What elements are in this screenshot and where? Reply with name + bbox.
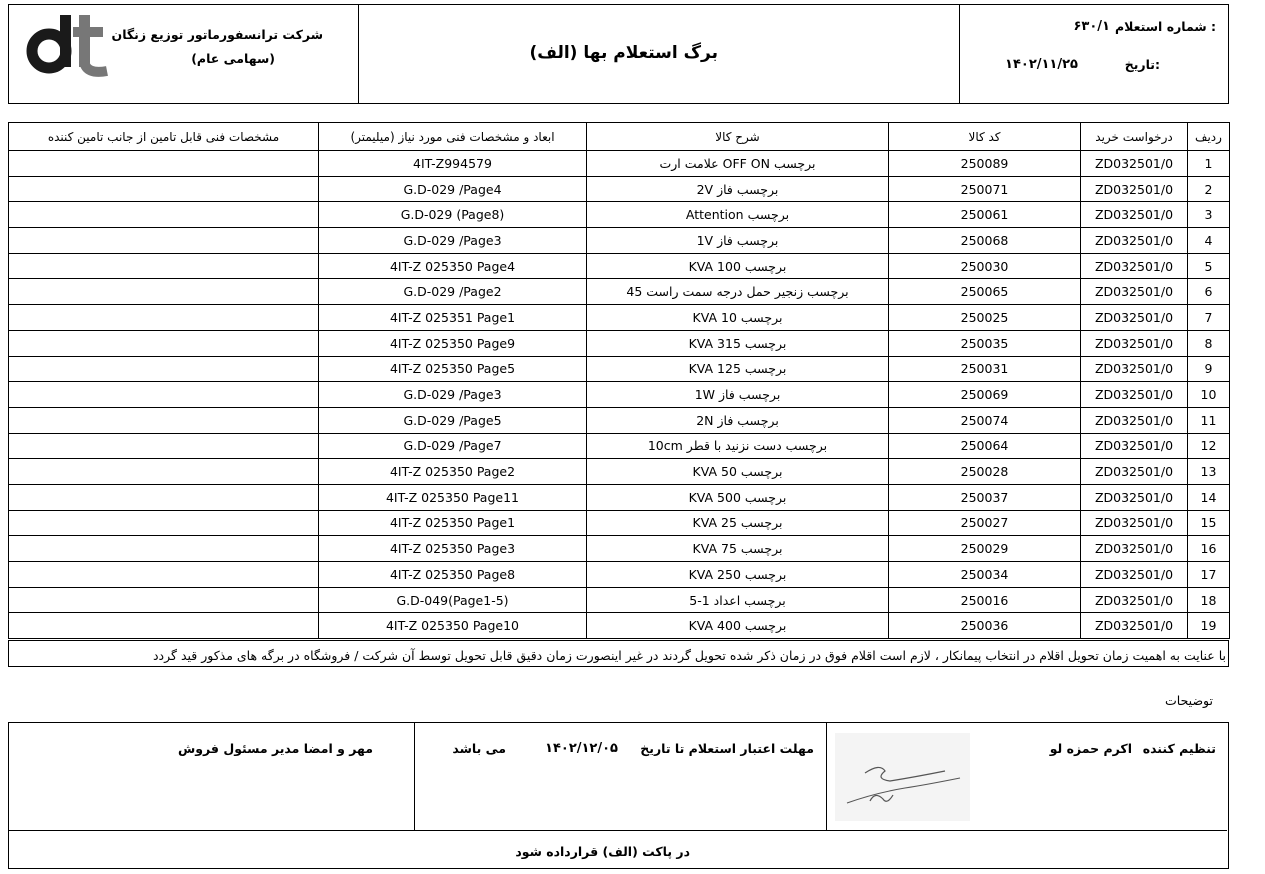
supplier-spec-cell <box>9 382 319 408</box>
inquiry-number: ۶۳۰/۱ <box>1073 19 1110 34</box>
item-code-cell: 250016 <box>889 587 1081 613</box>
table-row <box>9 587 1230 613</box>
table-row <box>9 176 1230 202</box>
footer-divider <box>9 830 1227 831</box>
item-code-cell: 250064 <box>889 433 1081 459</box>
purchase-request-cell: ZD032501/0 <box>1081 510 1188 536</box>
supplier-spec-cell <box>9 536 319 562</box>
inquiry-number-label: شماره استعلام : <box>1114 19 1216 34</box>
item-description-cell: برچسب KVA 100 <box>587 253 889 279</box>
item-spec-cell: 4IT-Z 025350 Page5 <box>319 356 587 382</box>
item-spec-cell: 4IT-Z 025350 Page11 <box>319 484 587 510</box>
item-code-cell: 250035 <box>889 330 1081 356</box>
item-code-cell: 250034 <box>889 562 1081 588</box>
table-row <box>9 356 1230 382</box>
row-number-cell: 2 <box>1188 176 1230 202</box>
col-header-purchase-request: درخواست خرید <box>1081 123 1188 151</box>
table-row <box>9 330 1230 356</box>
item-description-cell: برچسب فاز 1V <box>587 228 889 254</box>
supplier-spec-cell <box>9 279 319 305</box>
item-description-cell: برچسب KVA 250 <box>587 562 889 588</box>
row-number-cell: 16 <box>1188 536 1230 562</box>
purchase-request-cell: ZD032501/0 <box>1081 330 1188 356</box>
date-value: ۱۴۰۲/۱۱/۲۵ <box>1005 57 1078 72</box>
item-spec-cell: G.D-029 /Page7 <box>319 433 587 459</box>
item-code-cell: 250028 <box>889 459 1081 485</box>
supplier-spec-cell <box>9 253 319 279</box>
purchase-request-cell: ZD032501/0 <box>1081 562 1188 588</box>
item-description-cell: برچسب فاز 2V <box>587 176 889 202</box>
purchase-request-cell: ZD032501/0 <box>1081 382 1188 408</box>
item-spec-cell: 4IT-Z 025350 Page2 <box>319 459 587 485</box>
item-spec-cell: 4IT-Z 025351 Page1 <box>319 305 587 331</box>
date-label: تاریخ: <box>1124 57 1160 72</box>
header-divider <box>959 5 960 103</box>
item-spec-cell: G.D-029 /Page3 <box>319 228 587 254</box>
supplier-spec-cell <box>9 433 319 459</box>
purchase-request-cell: ZD032501/0 <box>1081 176 1188 202</box>
purchase-request-cell: ZD032501/0 <box>1081 459 1188 485</box>
row-number-cell: 3 <box>1188 202 1230 228</box>
table-header-row <box>9 123 1230 151</box>
purchase-request-cell: ZD032501/0 <box>1081 279 1188 305</box>
supplier-spec-cell <box>9 356 319 382</box>
delivery-note: با عنایت به اهمیت زمان تحویل اقلام در انتخاب پیمانکار ، لازم است اقلام فوق در زمان ذکر شده تحویل گردند در غیر اینصورت زمان دقیق قابل تحویل توسط آن شرکت / فروشگاه در برگه های مذکور قید گردد <box>8 640 1229 667</box>
table-row <box>9 202 1230 228</box>
supplier-spec-cell <box>9 510 319 536</box>
supplier-spec-cell <box>9 562 319 588</box>
item-description-cell: برچسب زنجیر حمل درجه سمت راست 45 <box>587 279 889 305</box>
item-code-cell: 250036 <box>889 613 1081 639</box>
item-description-cell: برچسب دست نزنید با قطر 10cm <box>587 433 889 459</box>
footer-divider <box>414 723 415 830</box>
row-number-cell: 17 <box>1188 562 1230 588</box>
table-row <box>9 382 1230 408</box>
item-code-cell: 250069 <box>889 382 1081 408</box>
document-header <box>8 4 1229 104</box>
validity-suffix: می باشد <box>452 741 506 756</box>
item-description-cell: برچسب KVA 400 <box>587 613 889 639</box>
item-code-cell: 250089 <box>889 151 1081 177</box>
table-row <box>9 459 1230 485</box>
item-description-cell: برچسب KVA 315 <box>587 330 889 356</box>
row-number-cell: 5 <box>1188 253 1230 279</box>
item-spec-cell: 4IT-Z 025350 Page10 <box>319 613 587 639</box>
item-code-cell: 250030 <box>889 253 1081 279</box>
supplier-spec-cell <box>9 305 319 331</box>
document-footer <box>8 722 1229 869</box>
item-spec-cell: 4IT-Z 025350 Page9 <box>319 330 587 356</box>
item-code-cell: 250065 <box>889 279 1081 305</box>
purchase-request-cell: ZD032501/0 <box>1081 613 1188 639</box>
item-code-cell: 250037 <box>889 484 1081 510</box>
row-number-cell: 15 <box>1188 510 1230 536</box>
item-description-cell: برچسب KVA 50 <box>587 459 889 485</box>
table-row <box>9 151 1230 177</box>
item-code-cell: 250071 <box>889 176 1081 202</box>
item-code-cell: 250027 <box>889 510 1081 536</box>
item-spec-cell: G.D-029 (Page8) <box>319 202 587 228</box>
row-number-cell: 7 <box>1188 305 1230 331</box>
item-description-cell: برچسب KVA 75 <box>587 536 889 562</box>
item-code-cell: 250031 <box>889 356 1081 382</box>
item-description-cell: برچسب فاز 1W <box>587 382 889 408</box>
table-row <box>9 536 1230 562</box>
remarks-label: توضیحات <box>1165 693 1213 708</box>
supplier-spec-cell <box>9 202 319 228</box>
table-row <box>9 407 1230 433</box>
signature-image <box>835 733 970 821</box>
item-description-cell: برچسب KVA 25 <box>587 510 889 536</box>
company-type: (سهامی عام) <box>191 51 275 66</box>
item-description-cell: برچسب اعداد 1-5 <box>587 587 889 613</box>
item-code-cell: 250025 <box>889 305 1081 331</box>
supplier-spec-cell <box>9 484 319 510</box>
item-description-cell: برچسب فاز 2N <box>587 407 889 433</box>
col-header-item-code: کد کالا <box>889 123 1081 151</box>
prepared-by-name: اکرم حمزه لو <box>1049 741 1132 756</box>
item-spec-cell: 4IT-Z994579 <box>319 151 587 177</box>
table-row <box>9 510 1230 536</box>
supplier-spec-cell <box>9 176 319 202</box>
row-number-cell: 10 <box>1188 382 1230 408</box>
purchase-request-cell: ZD032501/0 <box>1081 587 1188 613</box>
item-spec-cell: 4IT-Z 025350 Page4 <box>319 253 587 279</box>
item-spec-cell: 4IT-Z 025350 Page8 <box>319 562 587 588</box>
envelope-note: در پاکت (الف) قرارداده شود <box>515 844 690 859</box>
purchase-request-cell: ZD032501/0 <box>1081 536 1188 562</box>
table-row <box>9 562 1230 588</box>
header-divider <box>358 5 359 103</box>
item-code-cell: 250061 <box>889 202 1081 228</box>
footer-divider <box>826 723 827 830</box>
item-description-cell: برچسب Attention <box>587 202 889 228</box>
row-number-cell: 8 <box>1188 330 1230 356</box>
table-row <box>9 279 1230 305</box>
purchase-request-cell: ZD032501/0 <box>1081 253 1188 279</box>
item-spec-cell: G.D-029 /Page5 <box>319 407 587 433</box>
table-row <box>9 228 1230 254</box>
supplier-spec-cell <box>9 228 319 254</box>
row-number-cell: 19 <box>1188 613 1230 639</box>
col-header-row-no: ردیف <box>1188 123 1230 151</box>
purchase-request-cell: ZD032501/0 <box>1081 433 1188 459</box>
row-number-cell: 11 <box>1188 407 1230 433</box>
form-title: برگ استعلام بها (الف) <box>529 43 718 63</box>
table-row <box>9 253 1230 279</box>
item-code-cell: 250074 <box>889 407 1081 433</box>
purchase-request-cell: ZD032501/0 <box>1081 484 1188 510</box>
purchase-request-cell: ZD032501/0 <box>1081 202 1188 228</box>
item-description-cell: برچسب KVA 125 <box>587 356 889 382</box>
col-header-description: شرح کالا <box>587 123 889 151</box>
item-description-cell: برچسب KVA 10 <box>587 305 889 331</box>
item-description-cell: برچسب KVA 500 <box>587 484 889 510</box>
row-number-cell: 14 <box>1188 484 1230 510</box>
col-header-supplier-specs: مشخصات فنی قابل تامین از جانب تامین کننده <box>9 123 319 151</box>
purchase-request-cell: ZD032501/0 <box>1081 305 1188 331</box>
items-table <box>8 122 1230 639</box>
item-spec-cell: G.D-029 /Page3 <box>319 382 587 408</box>
table-row <box>9 613 1230 639</box>
row-number-cell: 12 <box>1188 433 1230 459</box>
table-row <box>9 305 1230 331</box>
supplier-spec-cell <box>9 459 319 485</box>
supplier-spec-cell <box>9 407 319 433</box>
row-number-cell: 4 <box>1188 228 1230 254</box>
item-code-cell: 250029 <box>889 536 1081 562</box>
row-number-cell: 1 <box>1188 151 1230 177</box>
supplier-spec-cell <box>9 151 319 177</box>
purchase-request-cell: ZD032501/0 <box>1081 228 1188 254</box>
validity-label: مهلت اعتبار استعلام تا تاریخ <box>640 741 814 756</box>
purchase-request-cell: ZD032501/0 <box>1081 407 1188 433</box>
item-description-cell: برچسب OFF ON علامت ارت <box>587 151 889 177</box>
purchase-request-cell: ZD032501/0 <box>1081 151 1188 177</box>
validity-date: ۱۴۰۲/۱۲/۰۵ <box>545 741 618 756</box>
supplier-spec-cell <box>9 330 319 356</box>
prepared-by-label: تنظیم کننده <box>1142 741 1216 756</box>
company-logo <box>23 11 113 81</box>
item-spec-cell: G.D-049(Page1-5) <box>319 587 587 613</box>
sales-manager-signature-label: مهر و امضا مدیر مسئول فروش <box>178 741 373 756</box>
row-number-cell: 18 <box>1188 587 1230 613</box>
item-spec-cell: G.D-029 /Page2 <box>319 279 587 305</box>
item-code-cell: 250068 <box>889 228 1081 254</box>
col-header-specs: ابعاد و مشخصات فنی مورد نیاز (میلیمتر) <box>319 123 587 151</box>
row-number-cell: 13 <box>1188 459 1230 485</box>
row-number-cell: 6 <box>1188 279 1230 305</box>
table-row <box>9 433 1230 459</box>
item-spec-cell: 4IT-Z 025350 Page3 <box>319 536 587 562</box>
row-number-cell: 9 <box>1188 356 1230 382</box>
items-table-container <box>8 122 1229 667</box>
company-name: شرکت ترانسفورماتور توزیع زنگان <box>111 27 323 42</box>
supplier-spec-cell <box>9 587 319 613</box>
item-spec-cell: G.D-029 /Page4 <box>319 176 587 202</box>
purchase-request-cell: ZD032501/0 <box>1081 356 1188 382</box>
table-row <box>9 484 1230 510</box>
item-spec-cell: 4IT-Z 025350 Page1 <box>319 510 587 536</box>
supplier-spec-cell <box>9 613 319 639</box>
